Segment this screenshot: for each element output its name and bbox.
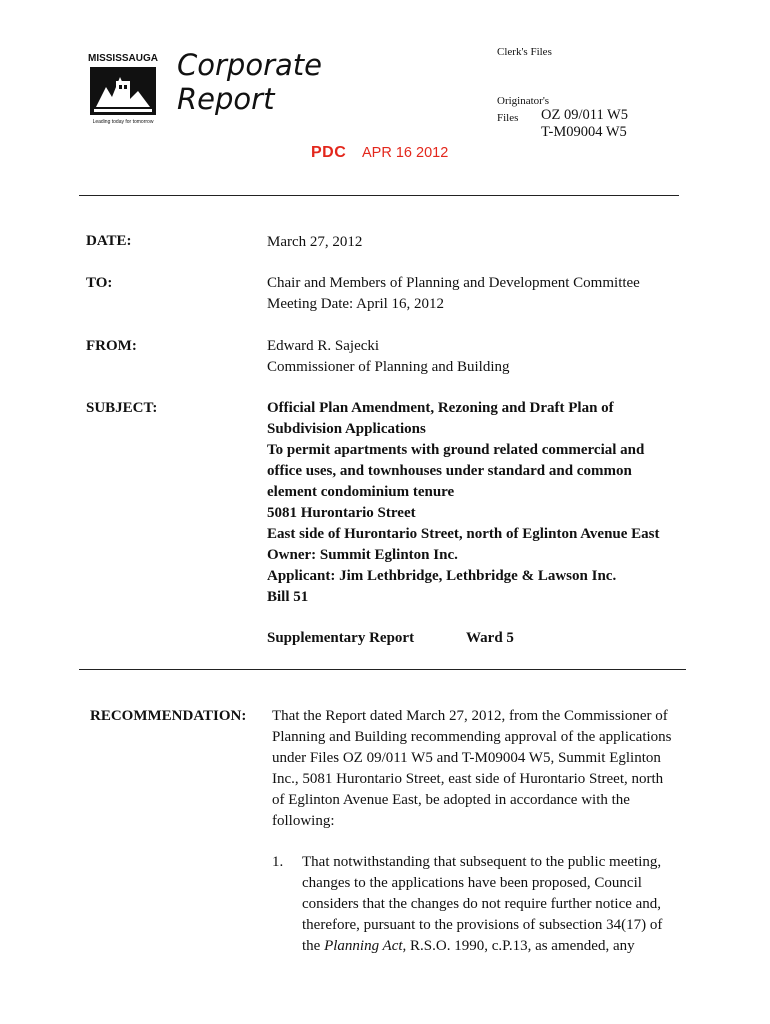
- pdc-stamp-label: PDC: [311, 144, 347, 161]
- subject-line: East side of Hurontario Street, north of Eglinton Avenue East: [267, 526, 660, 542]
- item-line: changes to the applications have been proposed, Council: [302, 875, 642, 891]
- item-last-suffix: R.S.O. 1990, c.P.13, as amended, any: [406, 938, 635, 954]
- planning-act-italic: Planning Act,: [324, 938, 407, 954]
- item-line: That notwithstanding that subsequent to the public meeting,: [302, 854, 662, 870]
- date-label: DATE:: [86, 233, 132, 249]
- subject-line: Bill 51: [267, 589, 309, 605]
- logo-tagline: Leading today for tomorrow: [92, 119, 154, 125]
- file-number-oz: OZ 09/011 W5: [541, 107, 628, 123]
- file-number-tm: T-M09004 W5: [541, 124, 627, 140]
- ward: Ward 5: [466, 630, 514, 646]
- subject-line: Official Plan Amendment, Rezoning and Draft Plan of: [267, 400, 614, 416]
- to-value: [267, 273, 640, 315]
- to-label: TO:: [86, 275, 113, 291]
- item-number: 1.: [272, 854, 284, 870]
- item-line-last: [302, 936, 702, 957]
- recommendation-line: following:: [272, 813, 335, 829]
- mississauga-logo: [86, 47, 160, 125]
- subject-line: To permit apartments with ground related commercial and: [267, 442, 645, 458]
- subject-value: [267, 398, 687, 608]
- item-last-prefix: the: [302, 938, 325, 954]
- from-value: [267, 336, 510, 378]
- from-line: Commissioner of Planning and Building: [267, 359, 510, 375]
- recommendation-line: That the Report dated March 27, 2012, from the Commissioner of: [272, 708, 668, 724]
- from-label: FROM:: [86, 338, 137, 354]
- header-divider: [79, 195, 679, 196]
- recommendation-label: RECOMMENDATION:: [90, 708, 247, 724]
- subject-line: Subdivision Applications: [267, 421, 426, 437]
- subject-line: Owner: Summit Eglinton Inc.: [267, 547, 458, 563]
- report-type: Supplementary Report: [267, 630, 415, 646]
- recommendation-line: Inc., 5081 Hurontario Street, east side of Hurontario Street, north: [272, 771, 664, 787]
- originators-label: Originator's: [497, 95, 550, 107]
- to-line: Meeting Date: April 16, 2012: [267, 296, 445, 312]
- date-value: March 27, 2012: [267, 234, 363, 250]
- clerks-files-label: Clerk's Files: [497, 46, 552, 58]
- subject-line: Applicant: Jim Lethbridge, Lethbridge & Lawson Inc.: [267, 568, 617, 584]
- subject-line: office uses, and townhouses under standard and common: [267, 463, 632, 479]
- memo-divider: [79, 669, 686, 670]
- recommendation-item-1: [302, 852, 702, 957]
- title-report: Report: [177, 82, 275, 116]
- recommendation-text: [272, 706, 692, 832]
- recommendation-line: Planning and Building recommending approval of the applications: [272, 729, 672, 745]
- recommendation-line: of Eglinton Avenue East, be adopted in accordance with the: [272, 792, 630, 808]
- recommendation-line: under Files OZ 09/011 W5 and T-M09004 W5, Summit Eglinton: [272, 750, 661, 766]
- item-line: considers that the changes do not require further notice and,: [302, 896, 662, 912]
- files-label: Files: [497, 112, 519, 124]
- item-line: therefore, pursuant to the provisions of subsection 34(17) of: [302, 917, 663, 933]
- subject-line: element condominium tenure: [267, 484, 455, 500]
- subject-line: 5081 Hurontario Street: [267, 505, 416, 521]
- title-corporate: Corporate: [177, 48, 322, 82]
- logo-wordmark: MISSISSAUGA: [87, 53, 159, 64]
- pdc-stamp-date: APR 16 2012: [362, 145, 449, 161]
- from-line: Edward R. Sajecki: [267, 338, 380, 354]
- to-line: Chair and Members of Planning and Development Committee: [267, 275, 640, 291]
- subject-label: SUBJECT:: [86, 400, 158, 416]
